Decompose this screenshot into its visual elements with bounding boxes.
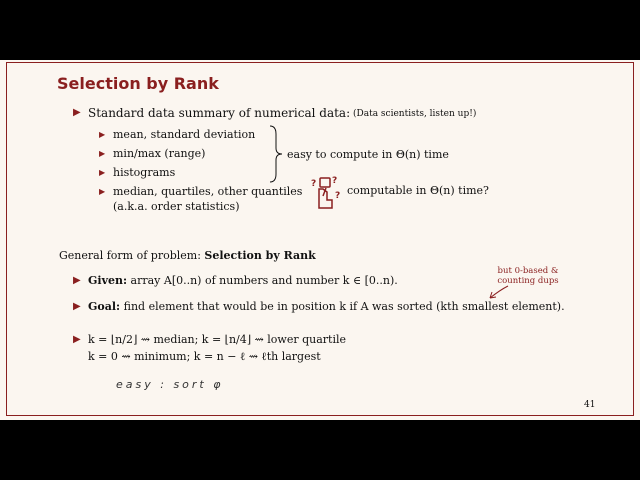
triangle-bullet-icon: ▶	[73, 301, 81, 312]
aside-note: (Data scientists, listen up!)	[353, 109, 477, 119]
given-label: Given:	[88, 274, 128, 287]
svg-text:?: ?	[332, 176, 338, 186]
slide-title: Selection by Rank	[57, 74, 219, 93]
sub-item-order-statistics: (a.k.a. order statistics)	[113, 200, 240, 213]
triangle-bullet-icon: ▶	[73, 275, 81, 286]
sub-item-mean: mean, standard deviation	[113, 128, 256, 141]
handwritten-note: easy : sort φ	[116, 378, 224, 391]
svg-text:?: ?	[311, 179, 317, 189]
sub-item-quantiles: median, quartiles, other quantiles	[113, 185, 303, 198]
dup-counting-note: but 0-based & counting dups	[497, 266, 559, 286]
page-number: 41	[584, 400, 596, 410]
given-text: array A[0..n) of numbers and number k ∈ [0..n).	[130, 274, 398, 287]
given-line	[88, 274, 398, 287]
triangle-bullet-icon: ▶	[73, 334, 81, 345]
curly-brace	[268, 124, 284, 184]
triangle-bullet-icon: ▶	[99, 187, 106, 196]
goal-line	[88, 300, 565, 313]
general-form-bold: Selection by Rank	[204, 249, 316, 262]
sub-item-histograms: histograms	[113, 166, 176, 179]
easy-to-compute-text: easy to compute in Θ(n) time	[287, 148, 449, 161]
general-form-line	[59, 249, 316, 262]
example-line-2: k = 0 ⇝ minimum; k = n − ℓ ⇝ ℓth largest	[88, 350, 321, 363]
computable-text: computable in Θ(n) time?	[347, 184, 489, 197]
bullet-standard-summary: Standard data summary of numerical data:	[88, 106, 351, 120]
general-form-prefix: General form of problem:	[59, 249, 201, 262]
slide	[0, 60, 640, 420]
triangle-bullet-icon: ▶	[99, 130, 106, 139]
example-line-1: k = ⌊n/2⌋ ⇝ median; k = ⌊n/4⌋ ⇝ lower quartile	[88, 333, 346, 346]
goal-label: Goal:	[88, 300, 121, 313]
triangle-bullet-icon: ▶	[73, 107, 81, 118]
svg-text:?: ?	[335, 191, 341, 201]
sub-item-minmax: min/max (range)	[113, 147, 206, 160]
thinking-person-icon	[310, 174, 344, 210]
triangle-bullet-icon: ▶	[99, 168, 106, 177]
triangle-bullet-icon: ▶	[99, 149, 106, 158]
goal-text: find element that would be in position k if A was sorted (kth smallest element).	[123, 300, 565, 313]
